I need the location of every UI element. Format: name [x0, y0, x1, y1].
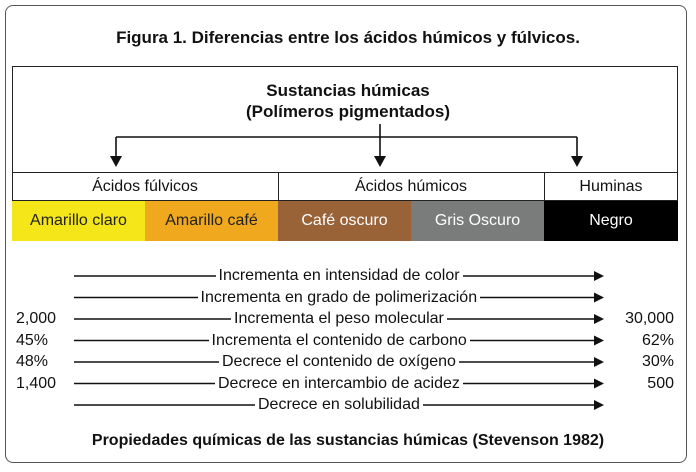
color-cell: Café oscuro: [278, 201, 411, 241]
group-humic-acids: Ácidos húmicos: [354, 178, 468, 195]
arrow-right-icon: [594, 293, 604, 303]
property-end-value: 30%: [641, 353, 674, 370]
property-label: Incrementa el contenido de carbono: [209, 331, 470, 351]
figure-title: Figura 1. Diferencias entre los ácidos húmicos y fúlvicos.: [116, 28, 580, 47]
property-label: Decrece en solubilidad: [255, 395, 423, 415]
arrow-right-icon: [594, 271, 604, 281]
property-start-value: 48%: [16, 353, 49, 370]
property-end-value: 62%: [641, 331, 674, 349]
property-label: Decrece en intercambio de acidez: [215, 374, 463, 394]
property-end-value: 500: [647, 374, 674, 392]
humic-title-line2: (Polímeros pigmentados): [245, 102, 451, 121]
humic-title-line1: Sustancias húmicas: [266, 81, 430, 100]
property-start-value: 45%: [16, 331, 49, 349]
arrow-right-icon: [594, 314, 604, 324]
figure-caption: Propiedades químicas de las sustancias húmicas (Stevenson 1982): [91, 432, 605, 449]
color-cell: Negro: [544, 201, 678, 241]
property-label: Incrementa el peso molecular: [231, 309, 447, 329]
property-end-value: 30,000: [625, 310, 674, 327]
arrow-right-icon: [594, 336, 604, 346]
color-cell: Amarillo claro: [12, 201, 145, 241]
arrow-right-icon: [594, 357, 604, 367]
color-cell: Gris Oscuro: [411, 201, 544, 241]
property-start-value: 1,400: [16, 374, 57, 392]
property-label: Decrece el contenido de oxígeno: [219, 352, 459, 372]
group-humins: Huminas: [579, 178, 643, 195]
arrow-right-icon: [594, 379, 604, 389]
property-label: Incrementa en grado de polimerización: [198, 288, 481, 308]
property-label: Incrementa en intensidad de color: [216, 266, 463, 286]
property-start-value: 2,000: [16, 310, 57, 327]
arrow-right-icon: [594, 400, 604, 410]
color-cell: Amarillo café: [145, 201, 278, 241]
group-fulvic-acids: Ácidos fúlvicos: [92, 178, 198, 195]
